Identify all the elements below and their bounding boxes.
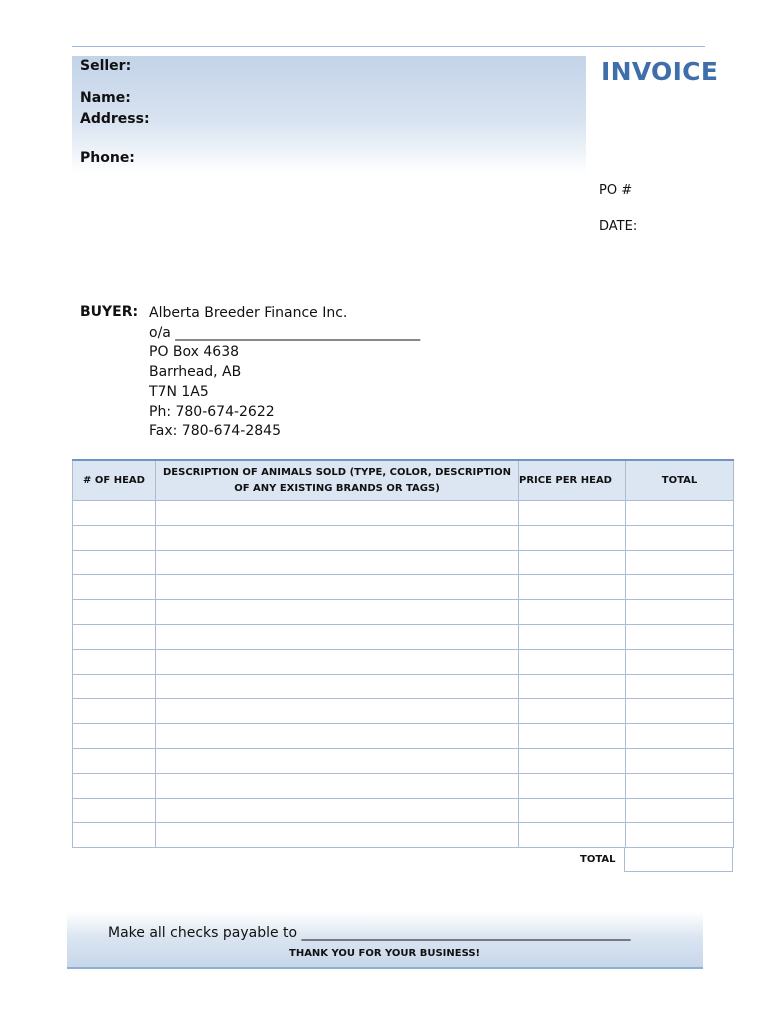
description-cell[interactable] (156, 699, 519, 724)
table-row (73, 674, 734, 699)
table-row (73, 649, 734, 674)
description-cell[interactable] (156, 724, 519, 749)
table-row (73, 699, 734, 724)
head-count-cell[interactable] (73, 773, 156, 798)
head-count-cell[interactable] (73, 674, 156, 699)
price-per-head-cell[interactable] (519, 575, 626, 600)
head-count-cell[interactable] (73, 724, 156, 749)
line-total-cell[interactable] (626, 823, 734, 848)
phone-label: Phone: (80, 150, 135, 166)
head-count-cell[interactable] (73, 748, 156, 773)
price-per-head-cell[interactable] (519, 550, 626, 575)
description-cell[interactable] (156, 624, 519, 649)
description-cell[interactable] (156, 674, 519, 699)
thank-you-message: THANK YOU FOR YOUR BUSINESS! (289, 948, 481, 959)
name-label: Name: (80, 90, 131, 106)
price-per-head-cell[interactable] (519, 823, 626, 848)
price-per-head-cell[interactable] (519, 674, 626, 699)
table-row (73, 748, 734, 773)
head-count-cell[interactable] (73, 823, 156, 848)
line-total-cell[interactable] (626, 699, 734, 724)
address-label: Address: (80, 111, 150, 127)
description-cell[interactable] (156, 773, 519, 798)
buyer-city: Barrhead, AB (149, 364, 242, 381)
buyer-po-box: PO Box 4638 (149, 344, 240, 361)
table-row (73, 600, 734, 625)
description-cell[interactable] (156, 798, 519, 823)
price-per-head-cell[interactable] (519, 699, 626, 724)
footer-divider (67, 967, 703, 969)
table-body (73, 501, 734, 848)
head-count-cell[interactable] (73, 649, 156, 674)
head-count-cell[interactable] (73, 699, 156, 724)
column-header-total: TOTAL (626, 460, 734, 501)
head-count-cell[interactable] (73, 600, 156, 625)
table-row (73, 724, 734, 749)
date-label: DATE: (599, 219, 638, 234)
table-header-row (73, 460, 734, 501)
head-count-cell[interactable] (73, 525, 156, 550)
buyer-company: Alberta Breeder Finance Inc. (149, 305, 348, 321)
head-count-cell[interactable] (73, 798, 156, 823)
price-per-head-cell[interactable] (519, 724, 626, 749)
buyer-postal-code: T7N 1A5 (149, 383, 209, 400)
price-per-head-cell[interactable] (519, 624, 626, 649)
column-header-head-count: # OF HEAD (73, 460, 156, 501)
seller-label: Seller: (80, 58, 132, 74)
line-total-cell[interactable] (626, 649, 734, 674)
description-cell[interactable] (156, 748, 519, 773)
description-cell[interactable] (156, 823, 519, 848)
description-cell[interactable] (156, 649, 519, 674)
price-per-head-cell[interactable] (519, 600, 626, 625)
description-cell[interactable] (156, 600, 519, 625)
line-total-cell[interactable] (626, 624, 734, 649)
description-cell[interactable] (156, 575, 519, 600)
line-total-cell[interactable] (626, 674, 734, 699)
seller-info-box (72, 56, 586, 174)
table-row (73, 773, 734, 798)
description-cell[interactable] (156, 525, 519, 550)
column-header-description: DESCRIPTION OF ANIMALS SOLD (TYPE, COLOR, DESCRIPTION OF ANY EXISTING BRANDS OR TAGS) (156, 460, 519, 501)
grand-total-label: TOTAL (580, 854, 616, 865)
invoice-title: INVOICE (601, 57, 719, 86)
line-total-cell[interactable] (626, 575, 734, 600)
buyer-fax: Fax: 780-674-2845 (149, 423, 281, 440)
table-row (73, 575, 734, 600)
checks-payable-line: Make all checks payable to _______________________________________________ (108, 925, 631, 941)
description-cell[interactable] (156, 550, 519, 575)
grand-total-field[interactable] (624, 847, 733, 872)
column-header-price-per-head: PRICE PER HEAD (519, 460, 626, 501)
price-per-head-cell[interactable] (519, 773, 626, 798)
table-row (73, 550, 734, 575)
head-count-cell[interactable] (73, 501, 156, 526)
line-total-cell[interactable] (626, 798, 734, 823)
table-row (73, 525, 734, 550)
top-divider (72, 46, 705, 47)
animals-sold-table (72, 459, 734, 848)
price-per-head-cell[interactable] (519, 748, 626, 773)
head-count-cell[interactable] (73, 575, 156, 600)
price-per-head-cell[interactable] (519, 501, 626, 526)
head-count-cell[interactable] (73, 624, 156, 649)
head-count-cell[interactable] (73, 550, 156, 575)
buyer-phone: Ph: 780-674-2622 (149, 403, 275, 420)
line-total-cell[interactable] (626, 501, 734, 526)
line-total-cell[interactable] (626, 550, 734, 575)
table-row (73, 501, 734, 526)
table-row (73, 798, 734, 823)
description-cell[interactable] (156, 501, 519, 526)
table-row (73, 823, 734, 848)
buyer-address (149, 304, 420, 442)
price-per-head-cell[interactable] (519, 798, 626, 823)
price-per-head-cell[interactable] (519, 649, 626, 674)
table-row (73, 624, 734, 649)
po-number-label: PO # (599, 183, 633, 198)
line-total-cell[interactable] (626, 600, 734, 625)
buyer-oa-line: o/a ___________________________________ (149, 324, 421, 341)
line-total-cell[interactable] (626, 525, 734, 550)
price-per-head-cell[interactable] (519, 525, 626, 550)
buyer-label: BUYER: (80, 304, 139, 320)
line-total-cell[interactable] (626, 748, 734, 773)
line-total-cell[interactable] (626, 724, 734, 749)
line-total-cell[interactable] (626, 773, 734, 798)
